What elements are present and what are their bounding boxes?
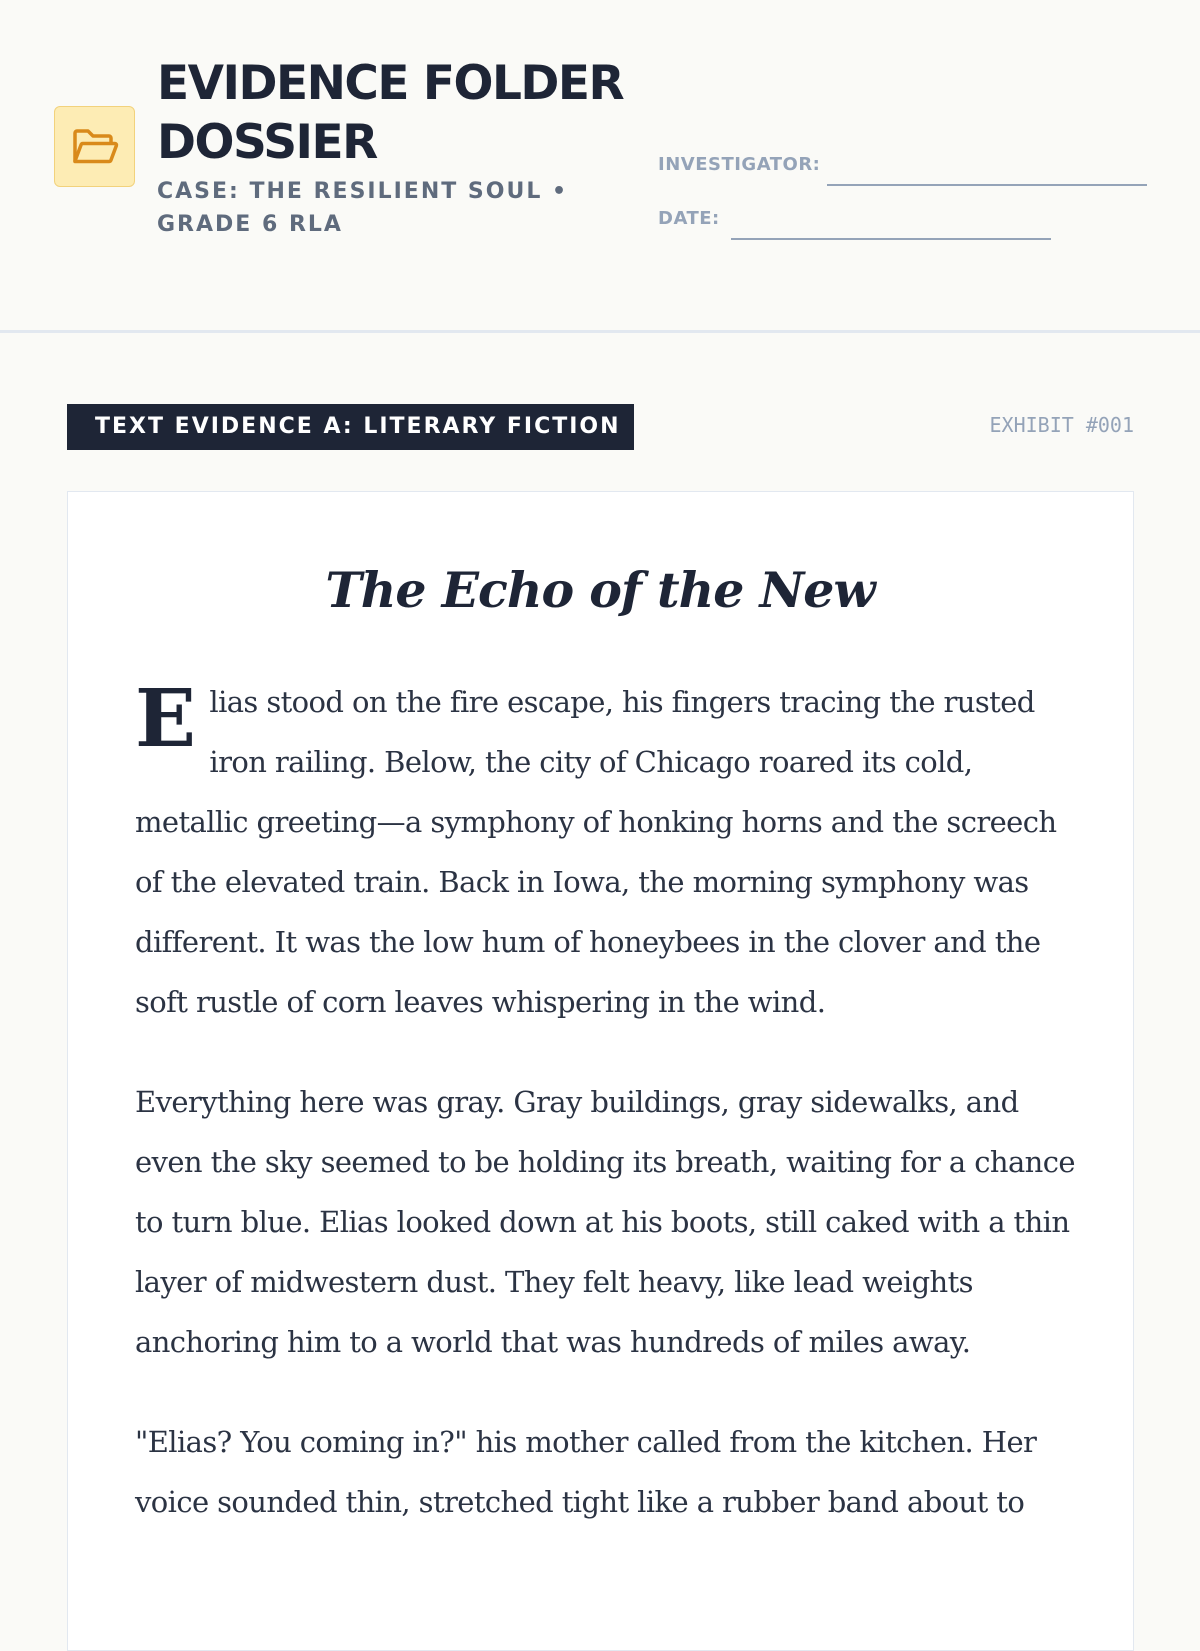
story-paragraph-text: lias stood on the fire escape, his fingers tracing the rusted iron railing. Below, the city of Chicago roared its cold, metallic greeting—a symphony of honking horns and the screech of the elevated train. Back in Iowa, the morning symphony was different. It was the low hum of honeybees in the clover and the soft rustle of corn leaves whispering in the wind. [135, 685, 1057, 1019]
folder-open-icon [71, 127, 119, 167]
drop-cap: E [135, 671, 196, 765]
story-paragraph: Everything here was gray. Gray buildings, gray sidewalks, and even the sky seemed to be holding its breath, waiting for a chance to turn blue. Elias looked down at his boots, still caked with a thin layer of midwestern dust. They felt heavy, like lead weights anchoring him to a world that was hundreds of miles away. [135, 1085, 1075, 1359]
case-subtitle: CASE: THE RESILIENT SOUL • GRADE 6 RLA [157, 179, 569, 237]
evidence-section-tag: TEXT EVIDENCE A: LITERARY FICTION [67, 404, 634, 450]
date-field[interactable] [731, 238, 1051, 240]
exhibit-number: EXHIBIT #001 [989, 413, 1134, 437]
story-body [135, 672, 1075, 1572]
story-title: The Echo of the New [325, 561, 875, 619]
folder-badge [54, 106, 135, 187]
story-paragraph [135, 672, 1075, 1032]
investigator-label: INVESTIGATOR: [658, 154, 821, 175]
investigator-field[interactable] [827, 184, 1147, 186]
dossier-header [0, 0, 1200, 333]
date-label: DATE: [658, 208, 720, 229]
page-title: EVIDENCE FOLDER DOSSIER [157, 56, 624, 170]
story-paragraph: "Elias? You coming in?" his mother called from the kitchen. Her voice sounded thin, stretched tight like a rubber band about to [135, 1425, 1037, 1519]
